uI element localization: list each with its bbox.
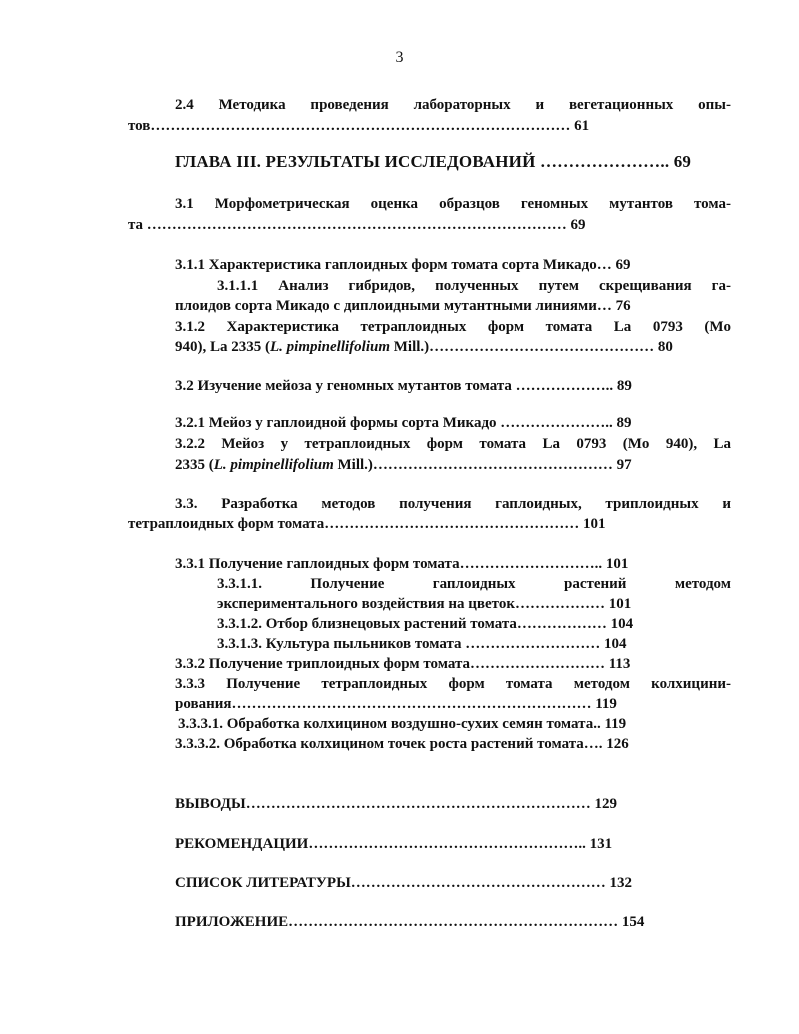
toc-appendix: ПРИЛОЖЕНИЕ………………………………………………………… 154 xyxy=(175,914,645,930)
toc-entry-3-3-1-2: 3.3.1.2. Отбор близнецовых растений томата……………… 104 xyxy=(217,616,634,632)
toc-entry-3-3-line-1: 3.3. Разработка методов получения гаплоидных, триплоидных и xyxy=(175,496,731,512)
toc-entry-3-1-1-1-line-1: 3.1.1.1 Анализ гибридов, полученных путем скрещивания га- xyxy=(217,278,731,294)
toc-entry-3-2-2-text: 2335 ( xyxy=(175,457,214,473)
toc-conclusions: ВЫВОДЫ…………………………………………………………… 129 xyxy=(175,796,617,812)
toc-entry-3-1-2-line-1: 3.1.2 Характеристика тетраплоидных форм томата La 0793 (Mo xyxy=(175,319,731,335)
toc-entry-3-3-2: 3.3.2 Получение триплоидных форм томата……………………… 113 xyxy=(175,656,631,672)
toc-entry-2-4-line-2: тов………………………………………………………………………… 61 xyxy=(128,118,590,134)
toc-entry-3-3-3-1: 3.3.3.1. Обработка колхицином воздушно-сухих семян томата.. 119 xyxy=(178,716,627,732)
toc-entry-3-3-3-line-1: 3.3.3 Получение тетраплоидных форм томата методом колхицини- xyxy=(175,676,731,692)
toc-entry-3-3-3-2: 3.3.3.2. Обработка колхицином точек роста растений томата…. 126 xyxy=(175,736,629,752)
toc-entry-3-2-2-line-1: 3.2.2 Мейоз у тетраплоидных форм томата La 0793 (Mo 940), La xyxy=(175,436,731,452)
toc-entry-3-1-1-1-line-2: плоидов сорта Микадо с диплоидными мутантными линиями… 76 xyxy=(175,298,631,314)
toc-entry-3-1-1: 3.1.1 Характеристика гаплоидных форм томата сорта Микадо… 69 xyxy=(175,257,631,273)
toc-entry-3-1-line-1: 3.1 Морфометрическая оценка образцов геномных мутантов тома- xyxy=(175,196,731,212)
toc-entry-3-1-2-tail: Mill.)……………………………………… 80 xyxy=(390,339,673,355)
toc-entry-3-1-line-2: та ………………………………………………………………………… 69 xyxy=(128,217,586,233)
toc-entry-3-3-1-1-line-2: экспериментального воздействия на цветок……………… 101 xyxy=(217,596,632,612)
toc-entry-3-2-2-tail: Mill.)………………………………………… 97 xyxy=(333,457,632,473)
toc-entry-3-1-2-line-2 xyxy=(175,337,731,357)
toc-references: СПИСОК ЛИТЕРАТУРЫ…………………………………………… 132 xyxy=(175,875,633,891)
toc-entry-3-1-2-species: L. pimpinellifolium xyxy=(270,339,391,355)
toc-entry-3-1-2-text: 940), La 2335 ( xyxy=(175,339,270,355)
toc-entry-3-2-2-species: L. pimpinellifolium xyxy=(213,457,334,473)
toc-entry-3-2-1: 3.2.1 Мейоз у гаплоидной формы сорта Микадо ………………….. 89 xyxy=(175,415,632,431)
toc-entry-3-3-line-2: тетраплоидных форм томата…………………………………………… 101 xyxy=(128,516,606,532)
toc-entry-3-2-2-line-2 xyxy=(175,455,731,475)
toc-entry-3-2: 3.2 Изучение мейоза у геномных мутантов томата ……………….. 89 xyxy=(175,378,632,394)
toc-entry-2-4-line-1: 2.4 Методика проведения лабораторных и вегетационных опы- xyxy=(175,97,731,113)
toc-entry-3-3-3-line-2: рования……………………………………………………………… 119 xyxy=(175,696,617,712)
toc-recommendations: РЕКОМЕНДАЦИИ……………………………………………….. 131 xyxy=(175,836,613,852)
page-number: 3 xyxy=(395,49,404,66)
toc-entry-3-3-1-3: 3.3.1.3. Культура пыльников томата ……………………… 104 xyxy=(217,636,627,652)
toc-chapter-3-heading: ГЛАВА III. РЕЗУЛЬТАТЫ ИССЛЕДОВАНИЙ ………………….. 69 xyxy=(175,152,692,171)
toc-entry-3-3-1-1-line-1: 3.3.1.1. Получение гаплоидных растений методом xyxy=(217,576,731,592)
toc-entry-3-3-1: 3.3.1 Получение гаплоидных форм томата……………………….. 101 xyxy=(175,556,629,572)
